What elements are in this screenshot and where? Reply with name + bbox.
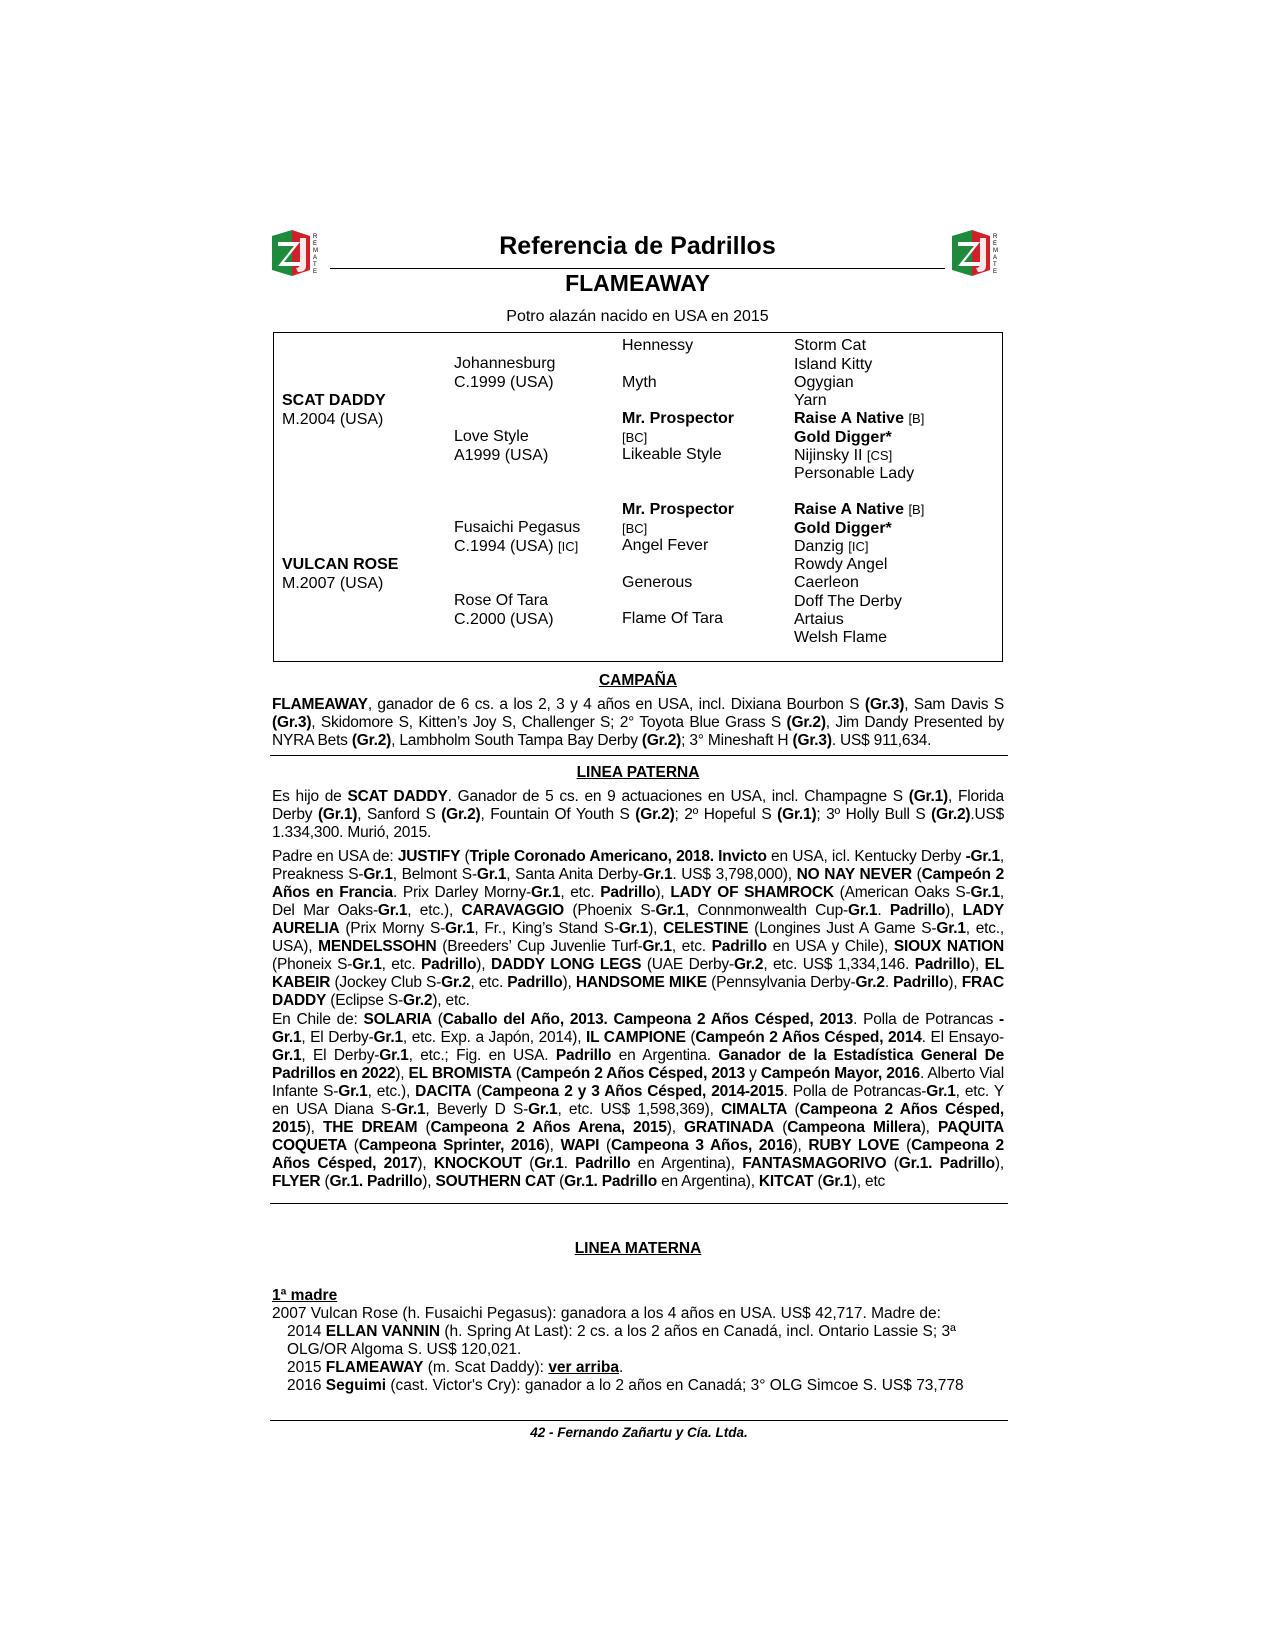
svg-text:M: M [313,248,318,254]
ancestor-name: Gold Digger* [794,520,892,537]
ancestor-name: Nijinsky II [794,447,863,464]
ancestor-name: Gold Digger* [794,429,892,446]
materna-line: 2016 Seguimi (cast. Victor's Cry): ganador a lo 2 años en Canadá; 3° OLG Simcoe S. US$ 73,778 [287,1377,964,1394]
horse-name: FLAMEAWAY [565,270,710,296]
pedigree-gen4: Island Kitty [794,356,873,373]
svg-text:R: R [993,234,998,240]
ancestor-name: Love Style [454,428,529,445]
svg-text:A: A [313,255,318,261]
ancestor-name: Raise A Native [794,410,904,427]
dam-name: VULCAN ROSE [282,556,399,573]
primera-madre-heading: 1ª madre [272,1287,338,1304]
pedigree-dam [282,555,398,593]
pedigree-gen3: Flame Of Tara [622,610,724,627]
svg-text:E: E [993,269,998,275]
pedigree-gen4 [794,537,869,556]
zj-emblem-icon [950,228,1002,278]
pedigree-gen3 [622,500,734,538]
pedigree-gen4: Personable Lady [794,465,915,482]
ancestor-name: Johannesburg [454,355,556,372]
pedigree-gen4: Storm Cat [794,337,867,354]
pedigree-gen3: Myth [622,374,657,391]
zj-emblem-icon [270,228,322,278]
ver-arriba-link[interactable]: ver arriba [548,1359,619,1376]
ancestor-name: Mr. Prospector [622,410,735,427]
pedigree-gen4 [794,409,924,428]
zj-logo-left [270,228,322,278]
svg-text:A: A [993,255,998,261]
ancestor-name: Danzig [794,538,844,555]
pedigree-gen4: Welsh Flame [794,629,888,646]
pedigree-gen4: Yarn [794,392,827,409]
ancestor-tag: [BC] [622,521,648,536]
pedigree-gen4 [794,519,892,538]
pedigree-gen4 [794,428,892,447]
pedigree-gen4 [794,446,892,465]
paterna-paragraph-3: En Chile de: SOLARIA (Caballo del Año, 2013. Campeona 2 Años Césped, 2013. Polla de Potrancas -Gr.1, El Derby-Gr.1, etc. Exp. a Japón, 2014), IL CAMPIONE (Campeón 2 Años Césped, 2014. El Ensayo-Gr.1, El Derby-Gr.1, etc.; Fig. en USA. Padrillo en Argentina. Ganador de la Estadística General De Padrillos en 2022), EL BROMISTA (Campeón 2 Años Césped, 2013 y Campeón Mayor, 2016. Alberto Vial Infante S-Gr.1, etc.), DACITA (Campeona 2 y 3 Años Césped, 2014-2015. Polla de Potrancas-Gr.1, etc. Y en USA Diana S-Gr.1, Beverly D S-Gr.1, etc. US$ 1,598,369), CIMALTA (Campeona 2 Años Césped, 2015), THE DREAM (Campeona 2 Años Arena, 2015), GRATINADA (Campeona Millera), PAQUITA COQUETA (Campeona Sprinter, 2016), WAPI (Campeona 3 Años, 2016), RUBY LOVE (Campeona 2 Años Césped, 2017), KNOCKOUT (Gr.1. Padrillo en Argentina), FANTASMAGORIVO (Gr.1. Padrillo), FLYER (Gr.1. Padrillo), SOUTHERN CAT (Gr.1. Padrillo en Argentina), KITCAT (Gr.1), etc [272,1011,1005,1190]
campana-text: FLAMEAWAY, ganador de 6 cs. a los 2, 3 y 4 años en USA, incl. Dixiana Bourbon S (Gr.3), Sam Davis S (Gr.3), Skidomore S, Kitten’s Joy S, Challenger S; 2° Toyota Blue Grass S (Gr.2), Jim Dandy Presented by NYRA Bets (Gr.2), Lambholm South Tampa Bay Derby (Gr.2); 3° Mineshaft H (Gr.3). US$ 911,634. [272,696,1005,749]
svg-text:T: T [313,262,317,268]
pedigree-gen4: Doff The Derby [794,593,902,610]
ancestor-name: Fusaichi Pegasus [454,519,581,536]
materna-line: 2014 ELLAN VANNIN (h. Spring At Last): 2 cs. a los 2 años en Canadá, incl. Ontario Lassie S; 3ª [287,1323,956,1340]
ancestor-tag: [B] [908,502,925,517]
section-linea-paterna-title: LINEA PATERNA [576,764,700,781]
page-footer: 42 - Fernando Zañartu y Cía. Ltda. [270,1420,1008,1440]
svg-text:E: E [313,269,318,275]
ancestor-detail: A1999 (USA) [454,447,549,464]
ancestor-tag: [BC] [622,430,648,445]
pedigree-gen4: Ogygian [794,374,854,391]
pedigree-grandsire-maternal [454,518,580,556]
ancestor-detail: C.2000 (USA) [454,611,554,628]
paterna-paragraph-1: Es hijo de SCAT DADDY. Ganador de 5 cs. en 9 actuaciones en USA, incl. Champagne S (Gr.1), Florida Derby (Gr.1), Sanford S (Gr.2), Fountain Of Youth S (Gr.2); 2º Hopeful S (Gr.1); 3º Holly Bull S (Gr.2).US$ 1.334,300. Murió, 2015. [272,788,1005,841]
ancestor-name: Mr. Prospector [622,501,735,518]
sire-name: SCAT DADDY [282,392,386,409]
pedigree-gen4: Artaius [794,611,844,628]
pedigree-table [273,332,1003,662]
ancestor-detail: C.1994 (USA) [454,538,554,555]
paterna-paragraph-2: Padre en USA de: JUSTIFY (Triple Coronado Americano, 2018. Invicto en USA, icl. Kentucky Derby -Gr.1, Preakness S-Gr.1, Belmont S-Gr.1, Santa Anita Derby-Gr.1. US$ 3,798,000), NO NAY NEVER (Campeón 2 Años en Francia. Prix Darley Morny-Gr.1, etc. Padrillo), LADY OF SHAMROCK (American Oaks S-Gr.1, Del Mar Oaks-Gr.1, etc.), CARAVAGGIO (Phoenix S-Gr.1, Connmonwealth Cup-Gr.1. Padrillo), LADY AURELIA (Prix Morny S-Gr.1, Fr., King’s Stand S-Gr.1), CELESTINE (Longines Just A Game S-Gr.1, etc., USA), MENDELSSOHN (Breeders’ Cup Juvenlie Turf-Gr.1, etc. Padrillo en USA y Chile), SIOUX NATION (Phoneix S-Gr.1, etc. Padrillo), DADDY LONG LEGS (UAE Derby-Gr.2, etc. US$ 1,334,146. Padrillo), EL KABEIR (Jockey Club S-Gr.2, etc. Padrillo), HANDSOME MIKE (Pennsylvania Derby-Gr.2. Padrillo), FRAC DADDY (Eclipse S-Gr.2), etc. [272,848,1005,1009]
dam-detail: M.2007 (USA) [282,575,384,592]
section-linea-materna-title: LINEA MATERNA [574,1240,702,1257]
pedigree-granddam-paternal [454,427,548,465]
pedigree-gen3: Hennessy [622,337,694,354]
sire-detail: M.2004 (USA) [282,411,384,428]
svg-text:R: R [313,234,318,240]
materna-line: 2007 Vulcan Rose (h. Fusaichi Pegasus): ganadora a los 4 años en USA. US$ 42,717. Madre de: [272,1305,941,1322]
materna-line: OLG/OR Algoma S. US$ 120,021. [287,1341,522,1358]
pedigree-gen3: Generous [622,574,693,591]
pedigree-grandsire-paternal [454,354,555,392]
ancestor-tag: [B] [908,411,925,426]
pedigree-gen4: Caerleon [794,574,859,591]
ancestor-tag: [CS] [866,448,893,463]
svg-text:E: E [993,241,998,247]
pedigree-gen3: Likeable Style [622,446,722,463]
ancestor-detail: C.1999 (USA) [454,374,554,391]
section-campana-title: CAMPAÑA [598,672,678,689]
divider [270,1203,1008,1204]
ancestor-name: Rose Of Tara [454,592,548,609]
pedigree-gen3: Angel Fever [622,537,709,554]
divider [270,755,1008,756]
materna-line: 2015 FLAMEAWAY (m. Scat Daddy): ver arriba. [287,1359,624,1376]
zj-logo-right [950,228,1002,278]
svg-text:T: T [993,262,997,268]
pedigree-gen4 [794,500,924,519]
pedigree-gen4: Rowdy Angel [794,556,888,573]
pedigree-sire [282,391,386,429]
ancestor-name: Raise A Native [794,501,904,518]
svg-text:M: M [993,248,998,254]
ancestor-tag: [IC] [558,539,579,554]
page-title: Referencia de Padrillos [330,232,945,269]
horse-subtitle: Potro alazán nacido en USA en 2015 [506,308,769,325]
pedigree-granddam-maternal [454,591,554,629]
pedigree-gen3 [622,409,734,447]
svg-text:E: E [313,241,318,247]
ancestor-tag: [IC] [848,539,869,554]
